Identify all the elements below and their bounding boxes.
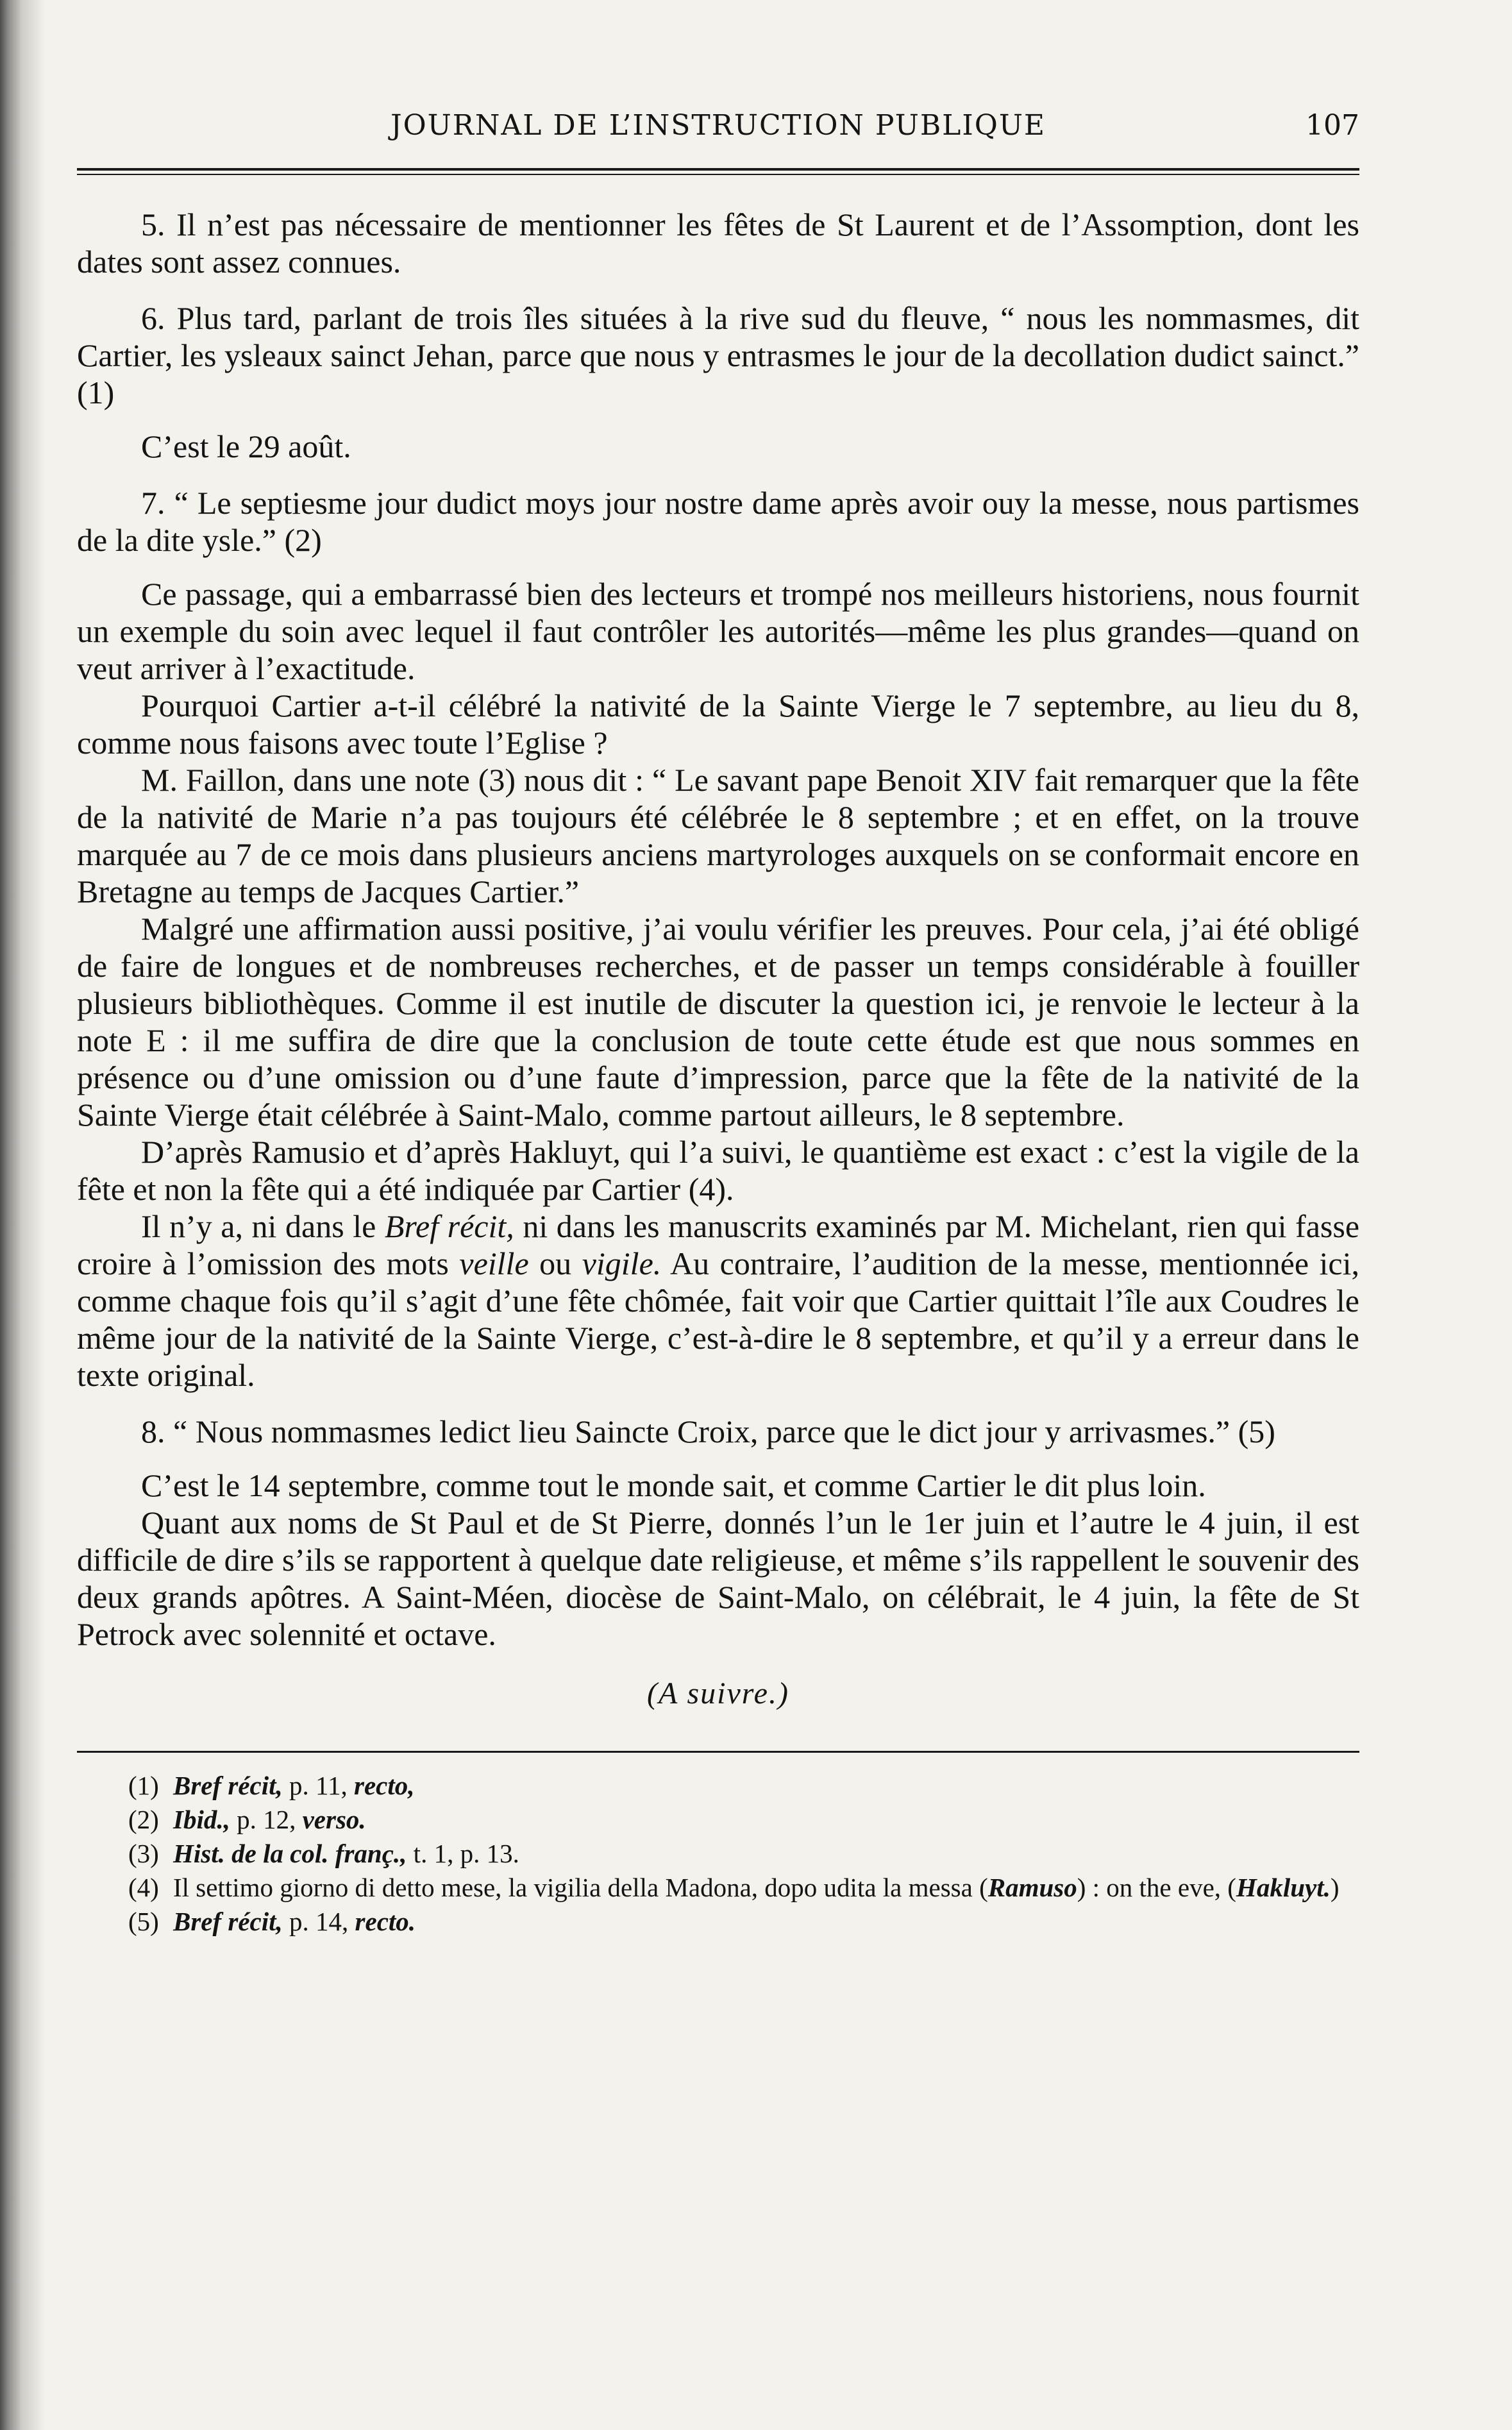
footnote-tail: verso. — [302, 1805, 366, 1834]
footnote-3 — [128, 1837, 1359, 1870]
italic-word: vigile. — [582, 1245, 662, 1281]
footnote-title: Ibid., — [173, 1805, 230, 1834]
paragraph-7-bref-recit — [77, 1208, 1359, 1394]
paragraph-7-passage: Ce passage, qui a embarrassé bien des lecteurs et trompé nos meilleurs historiens, nous fournit un exemple du soin avec lequel il faut contrôler les autorités—même les plus grandes—quand on veut arriver à l’exactitude. — [77, 576, 1359, 686]
text-run: Il n’y a, ni dans le — [141, 1208, 385, 1244]
footnote-2 — [128, 1803, 1359, 1836]
footnote-text: p. 11, — [282, 1771, 355, 1800]
paragraph-7-question: Pourquoi Cartier a-t-il célébré la nativité de la Sainte Vierge le 7 septembre, au lieu du 8, comme nous faisons avec toute l’Eglise ? — [77, 688, 1359, 761]
footnote-number: (1) — [128, 1771, 159, 1800]
footnote-number: (2) — [128, 1805, 159, 1834]
footnote-number: (5) — [128, 1907, 159, 1936]
footnote-title: Bref récit, — [173, 1771, 283, 1800]
paragraph-5: 5. Il n’est pas nécessaire de mentionner les fêtes de St Laurent et de l’Assomption, dont les dates sont assez connues. — [77, 207, 1359, 280]
footnote-text: ) : on the eve, ( — [1077, 1873, 1236, 1902]
paragraph-7-ramusio: D’après Ramusio et d’après Hakluyt, qui l’a suivi, le quantième est exact : c’est la vigile de la fête et non la fête qui a été indiquée par Cartier (4). — [77, 1134, 1359, 1207]
page-number: 107 — [1306, 109, 1359, 142]
paragraph-7: 7. “ Le septiesme jour dudict moys jour nostre dame après avoir ouy la messe, nous partismes de la dite ysle.” (2) — [77, 485, 1359, 558]
page — [77, 109, 1359, 1939]
footnote-tail: recto. — [355, 1907, 416, 1936]
footnote-text: p. 14, — [282, 1907, 355, 1936]
footnote-text: p. 12, — [230, 1805, 303, 1834]
footnote-source: Ramuso — [987, 1873, 1077, 1902]
journal-title: JOURNAL DE L’INSTRUCTION PUBLIQUE — [390, 109, 1046, 142]
footnote-4 — [128, 1871, 1359, 1904]
text-run: ou — [528, 1245, 582, 1281]
text-run: Au contraire, l’audition de la messe, mentionnée ici, comme chaque fois qu’il s’agit d’une fête chômée, fait voir que Cartier quittait l’île aux Coudres le même jour de la nativité de la Sainte Vierge, c’est-à-dire le 8 septembre, et qu’il y a erreur dans le texte original. — [77, 1245, 1360, 1393]
footnote-5 — [128, 1905, 1359, 1938]
footnote-text: t. 1, p. 13. — [407, 1839, 519, 1868]
paragraph-7-faillon: M. Faillon, dans une note (3) nous dit : “ Le savant pape Benoit XIV fait remarquer que la fête de la nativité de Marie n’a pas toujours été célébrée le 8 septembre ; et en effet, on la trouve marquée au 7 de ce mois dans plusieurs anciens martyrologes auxquels on se conformait encore en Bretagne au temps de Jacques Cartier.” — [77, 762, 1359, 909]
footnote-source: Hakluyt. — [1236, 1873, 1331, 1902]
body-text — [77, 206, 1359, 1653]
text-run: ni dans les manuscrits examinés par M. Michelant, rien qui fasse croire à l’omission des mots — [77, 1208, 1360, 1281]
paragraph-6-date: C’est le 29 août. — [141, 428, 351, 464]
footnote-number: (4) — [128, 1873, 159, 1902]
italic-title: Bref récit, — [384, 1208, 514, 1244]
footnote-text: ) — [1330, 1873, 1340, 1902]
continuation-note: (A suivre.) — [647, 1676, 789, 1710]
paragraph-8-names: Quant aux noms de St Paul et de St Pierre, donnés l’un le 1er juin et l’autre le 4 juin, il est difficile de dire s’ils se rapportent à quelque date religieuse, et même s’ils rappellent le souvenir des deux grands apôtres. A Saint-Méen, diocèse de Saint-Malo, on célébrait, le 4 juin, la fête de St Petrock avec solennité et octave. — [77, 1505, 1359, 1652]
footnote-title: Bref récit, — [173, 1907, 283, 1936]
scan-edge — [0, 0, 45, 2430]
running-head — [77, 109, 1359, 160]
header-rule — [77, 168, 1359, 175]
paragraph-8: 8. “ Nous nommasmes ledict lieu Saincte Croix, parce que le dict jour y arrivasmes.” (5) — [141, 1413, 1275, 1449]
footnote-number: (3) — [128, 1839, 159, 1868]
paragraph-6: 6. Plus tard, parlant de trois îles situées à la rive sud du fleuve, “ nous les nommasmes, dit Cartier, les ysleaux sainct Jehan, parce que nous y entrasmes le jour de la decollation dudict sainct.” (1) — [77, 300, 1359, 410]
footnote-tail: recto, — [354, 1771, 415, 1800]
footnote-1 — [128, 1769, 1359, 1802]
paragraph-8-date: C’est le 14 septembre, comme tout le monde sait, et comme Cartier le dit plus loin. — [141, 1467, 1206, 1503]
footnote-rule — [77, 1751, 1359, 1753]
italic-word: veille — [459, 1245, 529, 1281]
footnote-text: Il settimo giorno di detto mese, la vigilia della Madona, dopo udita la messa ( — [173, 1873, 988, 1902]
footnote-title: Hist. de la col. franç., — [173, 1839, 407, 1868]
footnotes — [77, 1769, 1359, 1938]
paragraph-7-verification: Malgré une affirmation aussi positive, j’ai voulu vérifier les preuves. Pour cela, j’ai été obligé de faire de longues et de nombreuses recherches, et de passer un temps considérable à fouiller plusieurs bibliothèques. Comme il est inutile de discuter la question ici, je renvoie le lecteur à la note E : il me suffira de dire que la conclusion de toute cette étude est que nous sommes en présence ou d’une omission ou d’une faute d’impression, parce que la fête de la nativité de la Sainte Vierge était célébrée à Saint-Malo, comme partout ailleurs, le 8 septembre. — [77, 911, 1359, 1133]
